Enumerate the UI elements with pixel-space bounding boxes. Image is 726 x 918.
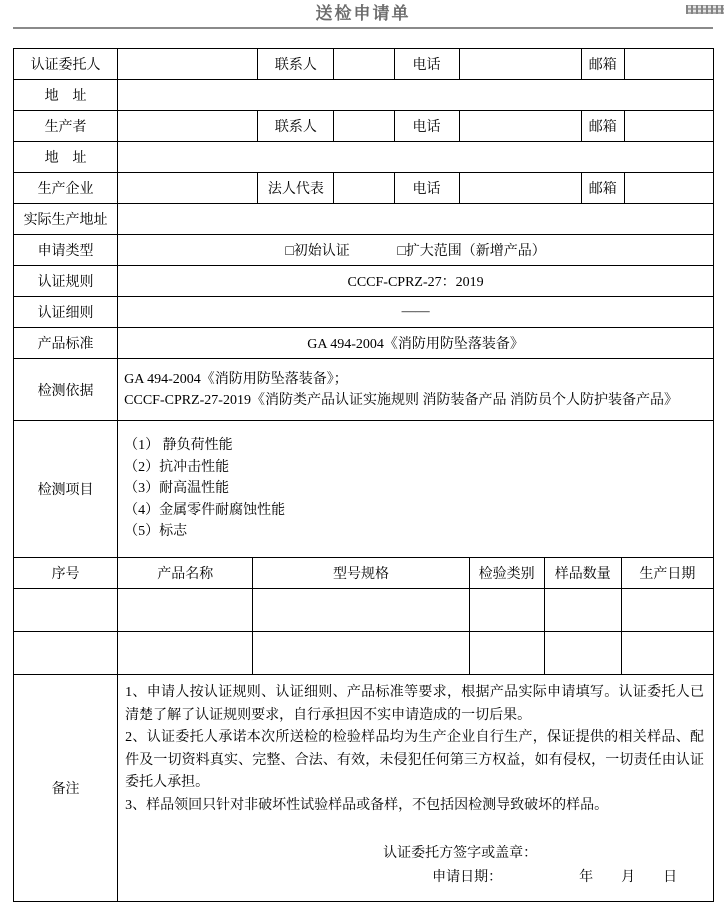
sample-table-header-row: [14, 558, 714, 589]
column-header-serial: 序号: [14, 558, 118, 589]
sample-cell[interactable]: [621, 632, 713, 675]
column-header-sample-qty: 样品数量: [544, 558, 621, 589]
manufacturer-email-field[interactable]: [624, 173, 713, 204]
product-standard-row: [14, 328, 714, 359]
application-type-row: [14, 235, 714, 266]
test-item: （4）金属零件耐腐蚀性能: [124, 502, 286, 518]
checkbox-initial-certification[interactable]: □初始认证: [285, 244, 350, 259]
applicant-label: 认证委托人: [14, 49, 118, 80]
sample-cell[interactable]: [253, 632, 469, 675]
test-items-list: [118, 421, 714, 558]
manufacturer-name-field[interactable]: [118, 173, 258, 204]
applicant-row: [14, 49, 714, 80]
producer-email-field[interactable]: [624, 111, 713, 142]
application-date-line: 申请日期： 年 月 日: [432, 870, 678, 885]
producer-phone-label: 电话: [394, 111, 459, 142]
test-item: （3）耐高温性能: [124, 481, 230, 497]
sample-cell[interactable]: [544, 589, 621, 632]
actual-production-address-row: [14, 204, 714, 235]
producer-contact-label: 联系人: [258, 111, 334, 142]
test-item: （2）抗冲击性能: [124, 459, 230, 475]
producer-address-label: 地 址: [14, 142, 118, 173]
applicant-address-row: [14, 80, 714, 111]
applicant-phone-label: 电话: [394, 49, 459, 80]
certification-rule-row: [14, 266, 714, 297]
manufacturer-phone-field[interactable]: [459, 173, 581, 204]
producer-address-field[interactable]: [118, 142, 714, 173]
applicant-address-field[interactable]: [118, 80, 714, 111]
producer-row: [14, 111, 714, 142]
sample-cell[interactable]: [469, 589, 544, 632]
application-type-label: 申请类型: [14, 235, 118, 266]
test-basis-line: GA 494-2004《消防用防坠落装备》；: [124, 371, 348, 387]
sample-row: [14, 632, 714, 675]
signature-block: [125, 842, 704, 890]
application-form: [13, 48, 714, 902]
sample-cell[interactable]: [621, 589, 713, 632]
test-items-row: [14, 421, 714, 558]
column-header-production-date: 生产日期: [621, 558, 713, 589]
applicant-address-label: 地 址: [14, 80, 118, 111]
product-standard-label: 产品标准: [14, 328, 118, 359]
producer-label: 生产者: [14, 111, 118, 142]
test-item: （5）标志: [124, 524, 188, 540]
certification-detail-row: [14, 297, 714, 328]
producer-name-field[interactable]: [118, 111, 258, 142]
producer-address-row: [14, 142, 714, 173]
sample-cell[interactable]: [544, 632, 621, 675]
page-title: 送检申请单: [315, 4, 411, 23]
sample-cell[interactable]: [14, 589, 118, 632]
checkbox-scope-expansion[interactable]: □扩大范围（新增产品）: [397, 244, 546, 259]
sample-table: [13, 557, 714, 675]
sample-row: [14, 589, 714, 632]
certification-rule-value: CCCF-CPRZ-27：2019: [118, 266, 714, 297]
sample-cell[interactable]: [118, 589, 253, 632]
manufacturer-legal-rep-field[interactable]: [334, 173, 394, 204]
title-divider: [13, 27, 713, 29]
applicant-email-label: 邮箱: [581, 49, 624, 80]
sample-cell[interactable]: [253, 589, 469, 632]
producer-phone-field[interactable]: [459, 111, 581, 142]
producer-email-label: 邮箱: [581, 111, 624, 142]
remark-row: [14, 675, 714, 902]
manufacturer-email-label: 邮箱: [581, 173, 624, 204]
applicant-contact-field[interactable]: [334, 49, 394, 80]
applicant-contact-label: 联系人: [258, 49, 334, 80]
column-header-model-spec: 型号规格: [253, 558, 469, 589]
column-header-inspection-type: 检验类别: [469, 558, 544, 589]
signature-line: 认证委托方签字或盖章：: [383, 846, 538, 861]
producer-contact-field[interactable]: [334, 111, 394, 142]
applicant-phone-field[interactable]: [459, 49, 581, 80]
manufacturer-label: 生产企业: [14, 173, 118, 204]
test-item: （1） 静负荷性能: [124, 438, 233, 454]
manufacturer-phone-label: 电话: [394, 173, 459, 204]
remark-paragraph: 2、认证委托人承诺本次所送检的检验样品均为生产企业自行生产，保证提供的相关样品、配件及一切资料真实、完整、合法、有效，未侵犯任何第三方权益，如有侵权，一切责任由认证委托人承担。: [125, 730, 704, 790]
test-basis-value: [118, 359, 714, 421]
column-header-product-name: 产品名称: [118, 558, 253, 589]
test-basis-row: [14, 359, 714, 421]
test-basis-line: CCCF-CPRZ-27-2019《消防类产品认证实施规则 消防装备产品 消防员个人防护装备产品》: [124, 392, 678, 408]
remark-paragraph: 1、申请人按认证规则、认证细则、产品标准等要求，根据产品实际申请填写。认证委托人已清楚了解了认证规则要求，自行承担因不实申请造成的一切后果。: [125, 685, 704, 723]
remark-paragraph: 3、样品领回只针对非破坏性试验样品或备样，不包括因检测导致破坏的样品。: [125, 797, 609, 813]
remark-table: [13, 674, 714, 902]
application-type-options: [118, 235, 714, 266]
certification-rule-label: 认证规则: [14, 266, 118, 297]
actual-production-address-label: 实际生产地址: [14, 204, 118, 235]
sample-cell[interactable]: [469, 632, 544, 675]
actual-production-address-field[interactable]: [118, 204, 714, 235]
manufacturer-row: [14, 173, 714, 204]
applicant-info-table: [13, 48, 714, 558]
sample-cell[interactable]: [118, 632, 253, 675]
certification-detail-label: 认证细则: [14, 297, 118, 328]
remark-label: 备注: [14, 675, 118, 902]
test-basis-label: 检测依据: [14, 359, 118, 421]
remark-content: [118, 675, 714, 902]
product-standard-value: GA 494-2004《消防用防坠落装备》: [118, 328, 714, 359]
test-items-label: 检测项目: [14, 421, 118, 558]
applicant-name-field[interactable]: [118, 49, 258, 80]
certification-detail-value: ——: [118, 297, 714, 328]
manufacturer-legal-rep-label: 法人代表: [258, 173, 334, 204]
sample-cell[interactable]: [14, 632, 118, 675]
page-corner-image-fragment: [686, 5, 724, 14]
applicant-email-field[interactable]: [624, 49, 713, 80]
